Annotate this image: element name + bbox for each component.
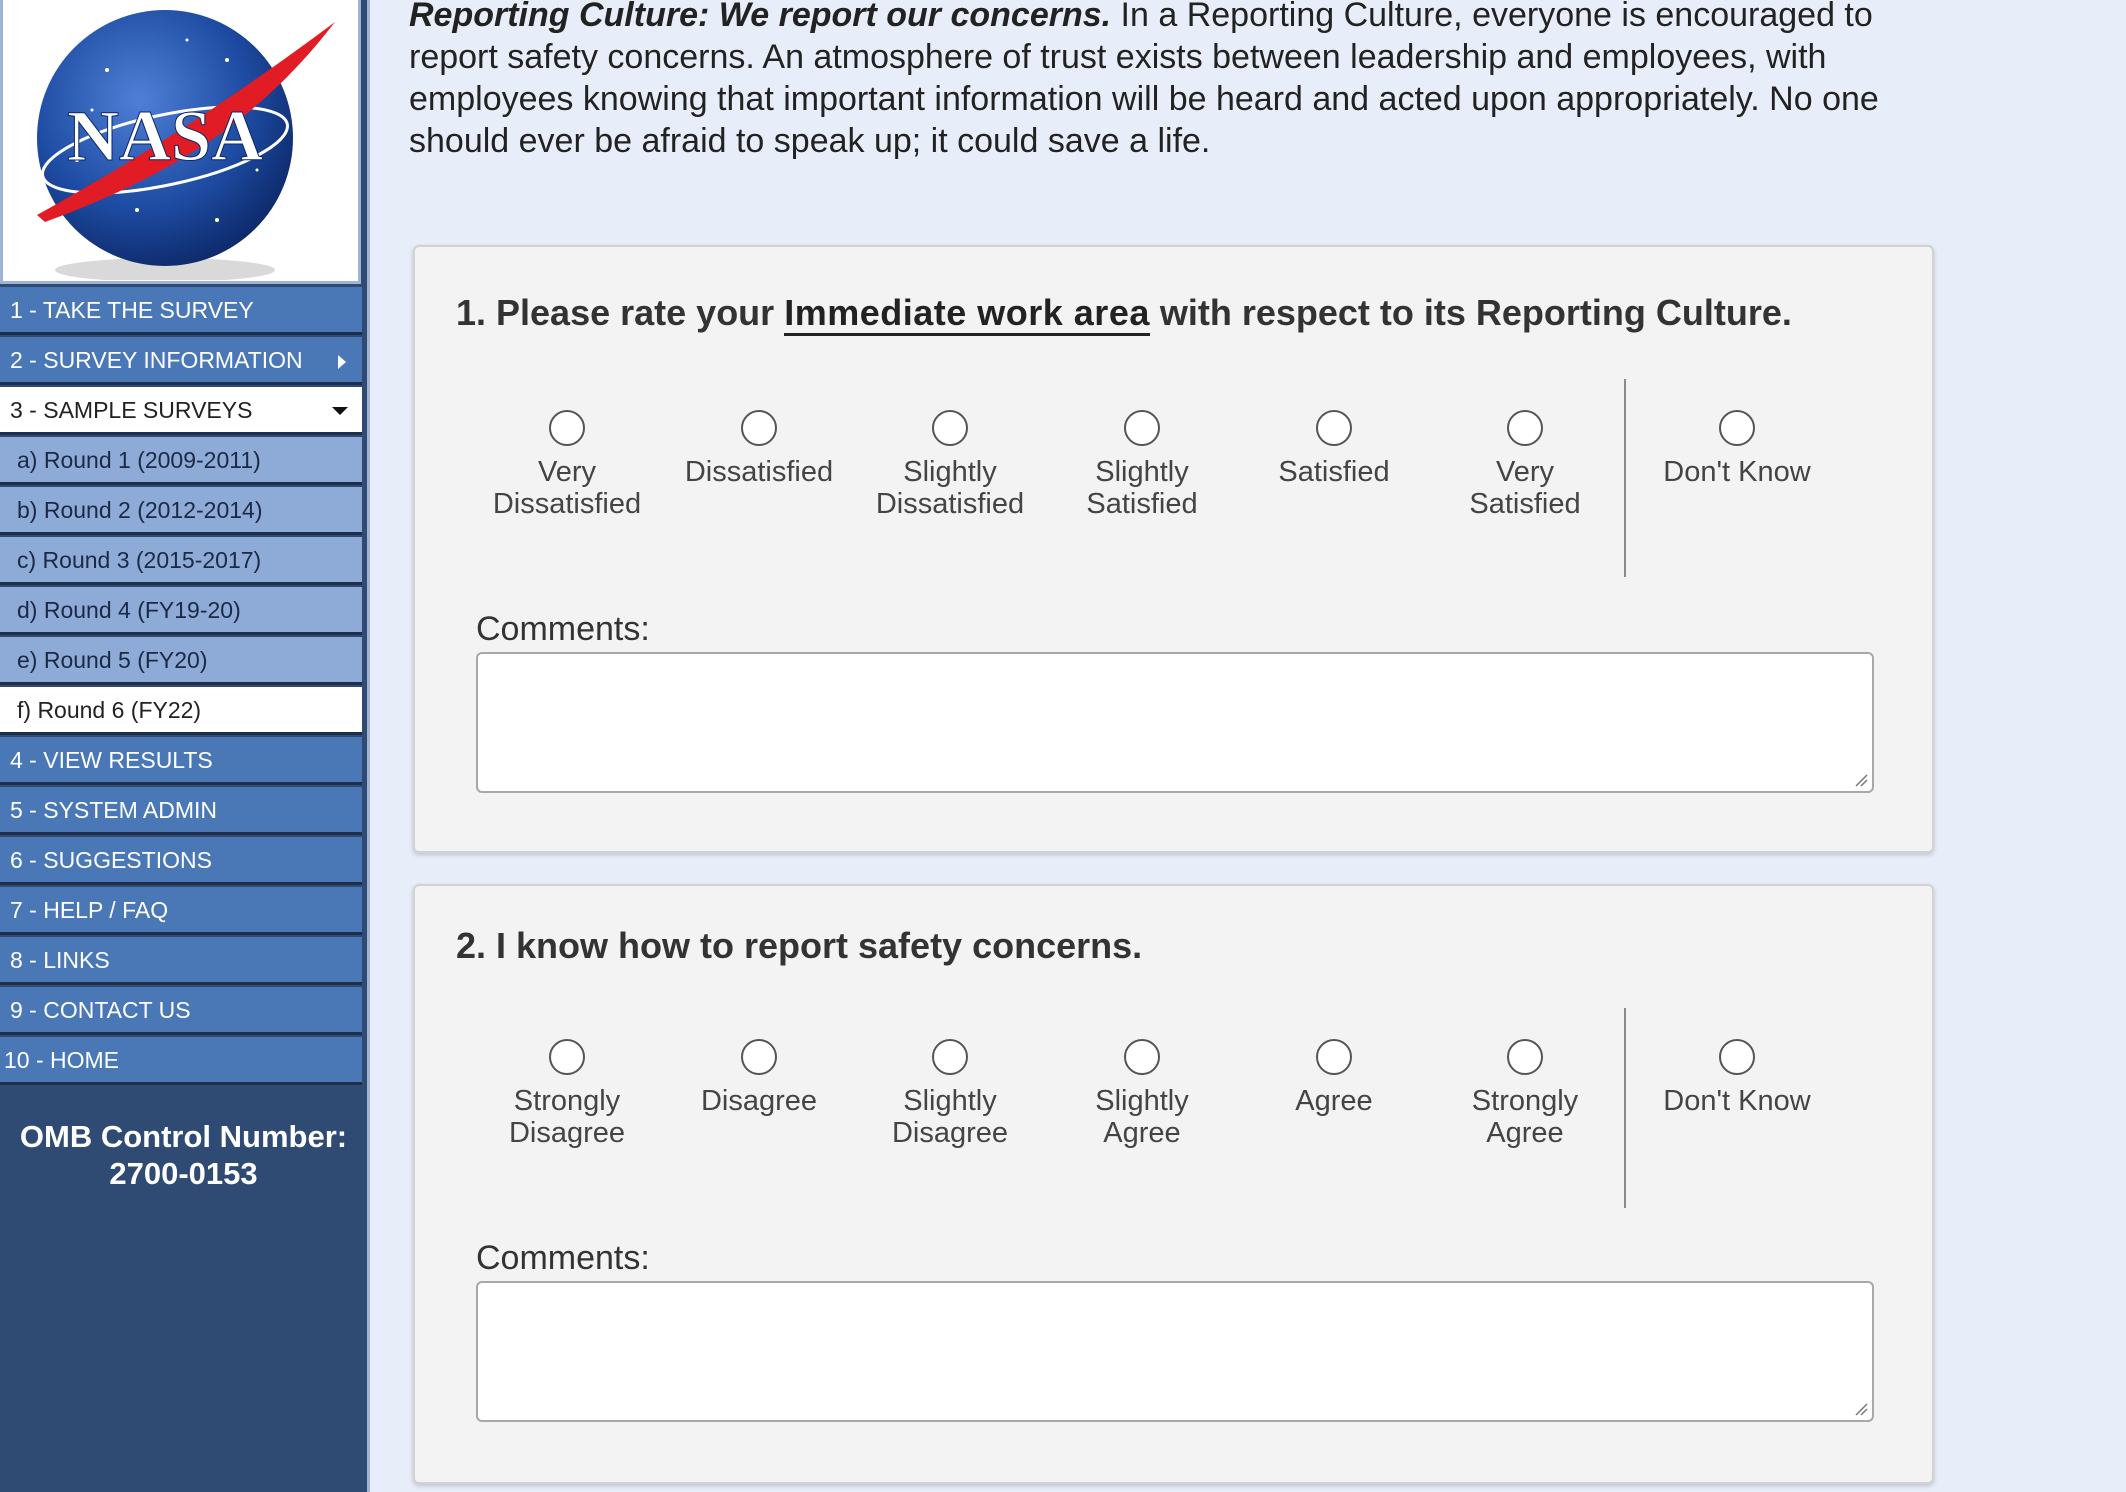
question-card-1 (413, 245, 1934, 853)
q2-option-agree[interactable]: Agree (1244, 1039, 1424, 1117)
sidebar-subitem-round-6[interactable]: f) Round 6 (FY22) (0, 687, 362, 735)
radio-button[interactable] (1719, 1039, 1755, 1075)
q1-option-satisfied[interactable]: Satisfied (1244, 410, 1424, 488)
q1-option-slightly-dissatisfied[interactable]: Slightly Dissatisfied (860, 410, 1040, 520)
q2-comments-textarea[interactable] (476, 1281, 1874, 1422)
q2-option-slightly-disagree[interactable]: Slightly Disagree (860, 1039, 1040, 1149)
sidebar-item-survey-information[interactable]: 2 - SURVEY INFORMATION (0, 337, 362, 385)
radio-button[interactable] (1719, 410, 1755, 446)
question-1-title: 1. Please rate your Immediate work area with respect to its Reporting Culture. (456, 292, 1792, 334)
intro-heading: Reporting Culture: We report our concerns. (409, 0, 1112, 34)
q1-comments-label: Comments: (476, 610, 650, 648)
resize-grip-icon[interactable] (1854, 1402, 1868, 1416)
sidebar-item-help-faq[interactable]: 7 - HELP / FAQ (0, 887, 362, 935)
sidebar-subitem-round-2[interactable]: b) Round 2 (2012-2014) (0, 487, 362, 535)
radio-button[interactable] (1507, 410, 1543, 446)
radio-button[interactable] (1507, 1039, 1543, 1075)
q1-option-dissatisfied[interactable]: Dissatisfied (669, 410, 849, 488)
q2-option-slightly-agree[interactable]: Slightly Agree (1052, 1039, 1232, 1149)
sidebar-subitem-round-3[interactable]: c) Round 3 (2015-2017) (0, 537, 362, 585)
question-2-title: 2. I know how to report safety concerns. (456, 925, 1143, 966)
sidebar (0, 0, 370, 1492)
question-card-2 (413, 884, 1934, 1484)
resize-grip-icon[interactable] (1854, 773, 1868, 787)
caret-down-icon (332, 407, 348, 415)
q2-option-dont-know[interactable]: Don't Know (1647, 1039, 1827, 1117)
sidebar-item-suggestions[interactable]: 6 - SUGGESTIONS (0, 837, 362, 885)
q1-option-very-dissatisfied[interactable]: Very Dissatisfied (477, 410, 657, 520)
radio-button[interactable] (549, 1039, 585, 1075)
sidebar-item-sample-surveys[interactable]: 3 - SAMPLE SURVEYS (0, 387, 362, 435)
radio-button[interactable] (741, 410, 777, 446)
radio-button[interactable] (549, 410, 585, 446)
radio-button[interactable] (741, 1039, 777, 1075)
sidebar-item-take-survey[interactable]: 1 - TAKE THE SURVEY (0, 287, 362, 335)
option-divider (1624, 1008, 1626, 1208)
q1-option-very-satisfied[interactable]: Very Satisfied (1435, 410, 1615, 520)
nasa-logo[interactable] (0, 0, 361, 284)
option-divider (1624, 379, 1626, 577)
logo-wordmark: NASA (66, 96, 264, 176)
question-1-emphasis: Immediate work area (784, 292, 1150, 336)
sidebar-item-home[interactable]: 10 - HOME (0, 1037, 362, 1085)
nasa-meatball-icon (17, 0, 347, 280)
sidebar-item-contact-us[interactable]: 9 - CONTACT US (0, 987, 362, 1035)
omb-control-number (0, 1118, 367, 1192)
sidebar-item-view-results[interactable]: 4 - VIEW RESULTS (0, 737, 362, 785)
intro-text: In a Reporting Culture, everyone is encouraged to report safety concerns. An atmosphere of trust exists between leadership and employees, with employees knowing that important information will be heard and acted upon appropriately. No one should ever be afraid to speak up; it could save a life. (409, 0, 1879, 160)
sidebar-subitem-round-1[interactable]: a) Round 1 (2009-2011) (0, 437, 362, 485)
omb-number: 2700-0153 (109, 1156, 258, 1191)
sidebar-item-system-admin[interactable]: 5 - SYSTEM ADMIN (0, 787, 362, 835)
sidebar-subitem-round-5[interactable]: e) Round 5 (FY20) (0, 637, 362, 685)
q2-option-disagree[interactable]: Disagree (669, 1039, 849, 1117)
intro-paragraph (409, 0, 1929, 162)
omb-label: OMB Control Number: (19, 1119, 348, 1154)
radio-button[interactable] (1316, 1039, 1352, 1075)
caret-right-icon (338, 355, 346, 369)
radio-button[interactable] (1124, 1039, 1160, 1075)
q2-comments-label: Comments: (476, 1239, 650, 1277)
q2-option-strongly-agree[interactable]: Strongly Agree (1435, 1039, 1615, 1149)
q1-option-dont-know[interactable]: Don't Know (1647, 410, 1827, 488)
sidebar-subitem-round-4[interactable]: d) Round 4 (FY19-20) (0, 587, 362, 635)
radio-button[interactable] (932, 1039, 968, 1075)
radio-button[interactable] (1316, 410, 1352, 446)
radio-button[interactable] (1124, 410, 1160, 446)
sidebar-item-links[interactable]: 8 - LINKS (0, 937, 362, 985)
q1-option-slightly-satisfied[interactable]: Slightly Satisfied (1052, 410, 1232, 520)
q1-comments-textarea[interactable] (476, 652, 1874, 793)
radio-button[interactable] (932, 410, 968, 446)
q2-option-strongly-disagree[interactable]: Strongly Disagree (477, 1039, 657, 1149)
